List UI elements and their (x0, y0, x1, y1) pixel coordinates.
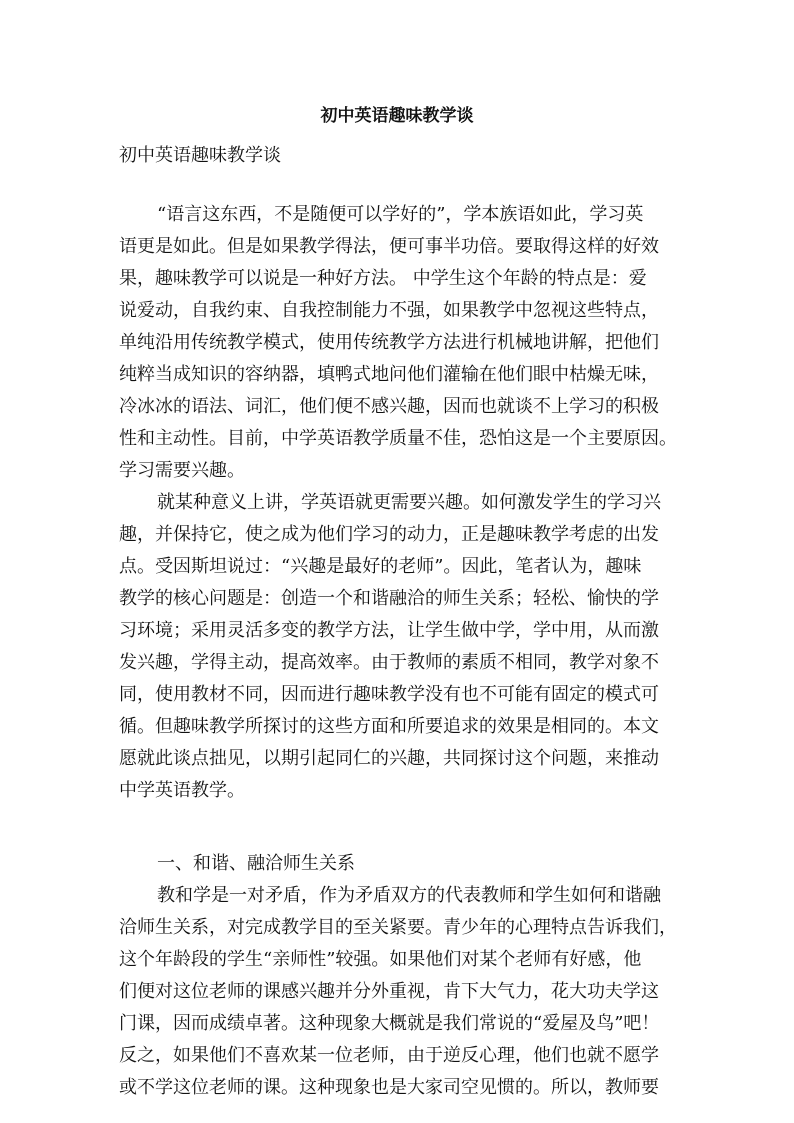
document-title: 初中英语趣味教学谈 (320, 106, 474, 126)
paragraph-1-line: 纯粹当成知识的容纳器，填鸭式地问他们灌输在他们眼中枯燥无味， (119, 364, 659, 385)
paragraph-1-line: 语更是如此。但是如果教学得法，便可事半功倍。要取得这样的好效 (119, 236, 659, 257)
paragraph-1-line: 单纯沿用传统教学模式，使用传统教学方法进行机械地讲解，把他们 (119, 332, 659, 353)
paragraph-1-line: 冷冰冰的语法、词汇，他们便不感兴趣，因而也就谈不上学习的积极 (119, 396, 659, 417)
paragraph-2-line: 发兴趣，学得主动，提高效率。由于教师的素质不相同，教学对象不 (119, 652, 659, 673)
paragraph-2-line: 循。但趣味教学所探讨的这些方面和所要追求的效果是相同的。本文 (119, 716, 659, 737)
paragraph-3-line: 反之，如果他们不喜欢某一位老师，由于逆反心理，他们也就不愿学 (119, 1045, 659, 1066)
paragraph-1-line: 性和主动性。目前，中学英语教学质量不佳，恐怕这是一个主要原因。 (119, 428, 677, 449)
paragraph-2-line: 教学的核心问题是：创造一个和谐融洽的师生关系；轻松、愉快的学 (119, 588, 659, 609)
paragraph-1-line: 果，趣味教学可以说是一种好方法。 中学生这个年龄的特点是：爱 (119, 268, 647, 289)
paragraph-2-line: 愿就此谈点拙见，以期引起同仁的兴趣，共同探讨这个问题，来推动 (119, 748, 659, 769)
paragraph-2-line: 趣，并保持它，使之成为他们学习的动力，正是趣味教学考虑的出发 (119, 524, 659, 545)
section-heading: 一、和谐、融洽师生关系 (157, 853, 355, 874)
paragraph-2-line: 习环境；采用灵活多变的教学方法，让学生做中学，学中用，从而激 (119, 620, 659, 641)
paragraph-2-line: 点。受因斯坦说过：“兴趣是最好的老师”。因此，笔者认为，趣味 (119, 556, 642, 577)
paragraph-1-line: “语言这东西，不是随便可以学好的”，学本族语如此，学习英 (157, 204, 644, 225)
paragraph-3-line: 门课，因而成绩卓著。这种现象大概就是我们常说的“爱屋及鸟”吧！ (119, 1013, 660, 1034)
paragraph-2-line: 同，使用教材不同，因而进行趣味教学没有也不可能有固定的模式可 (119, 684, 659, 705)
paragraph-1-line: 说爱动，自我约束、自我控制能力不强，如果教学中忽视这些特点， (119, 300, 659, 321)
paragraph-2-line: 中学英语教学。 (119, 780, 245, 801)
document-subtitle: 初中英语趣味教学谈 (119, 145, 281, 166)
paragraph-1-line: 学习需要兴趣。 (119, 460, 245, 481)
paragraph-2-line: 就某种意义上讲，学英语就更需要兴趣。如何激发学生的学习兴 (157, 492, 661, 513)
paragraph-3-line: 洽师生关系，对完成教学目的至关紧要。青少年的心理特点告诉我们， (119, 917, 677, 938)
paragraph-3-line: 教和学是一对矛盾，作为矛盾双方的代表教师和学生如何和谐融 (157, 885, 661, 906)
paragraph-3-line: 这个年龄段的学生“亲师性”较强。如果他们对某个老师有好感，他 (119, 949, 642, 970)
paragraph-3-line: 或不学这位老师的课。这种现象也是大家司空见惯的。所以，教师要 (119, 1077, 659, 1098)
paragraph-3-line: 们便对这位老师的课感兴趣并分外重视，肯下大气力，花大功夫学这 (119, 981, 659, 1002)
